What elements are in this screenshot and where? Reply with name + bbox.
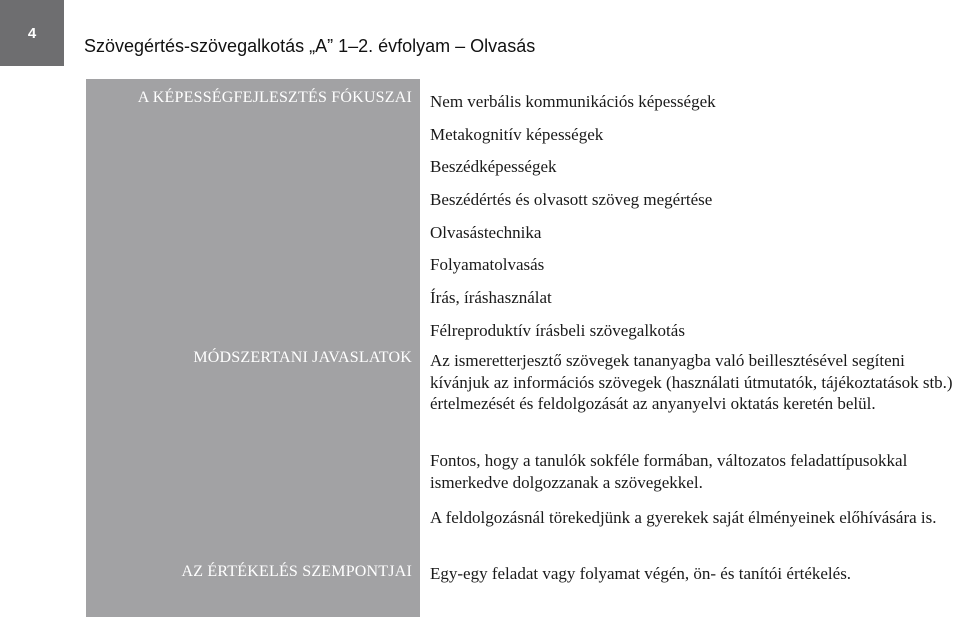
focus-item: Írás, íráshasználat [430,288,552,308]
evaluation-section-label: AZ ÉRTÉKELÉS SZEMPONTJAI [181,563,412,580]
section-label-column [86,79,420,617]
focus-item: Nem verbális kommunikációs képességek [430,92,716,111]
focus-item: Beszédképességek [430,157,557,177]
focus-item: Beszédértés és olvasott szöveg megértése [430,190,713,210]
focus-item: Olvasástechnika [430,222,542,242]
focus-item: Félreproduktív írásbeli szövegalkotás [430,320,685,340]
focus-item: Folyamatolvasás [430,255,545,275]
focus-section-label: A KÉPESSÉGFEJLESZTÉS FÓKUSZAI [137,89,412,106]
methods-paragraph: A feldolgozásnál törekedjünk a gyerekek saját élményeinek előhívására is. [430,508,937,527]
focus-list [430,86,716,348]
methods-section-label: MÓDSZERTANI JAVASLATOK [193,349,412,366]
page-number: 4 [0,0,64,66]
evaluation-text: Egy-egy feladat vagy folyamat végén, ön- és tanítói értékelés. [430,564,852,583]
focus-item: Metakognitív képességek [430,124,604,144]
running-header: Szövegértés-szövegalkotás „A” 1–2. évfolyam – Olvasás [84,36,536,56]
methods-paragraph: Az ismeretterjesztő szövegek tananyagba való beillesztésével segíteni kívánjuk az információs szövegek (használati útmutatók, tájékoztatások stb.) értelmezését és feldolgozását az anyanyelvi oktatás keretén belül. [430,351,953,413]
methods-paragraph: Fontos, hogy a tanulók sokféle formában, változatos feladattípusokkal ismerkedve dolgozzanak a szövegekkel. [430,451,908,492]
